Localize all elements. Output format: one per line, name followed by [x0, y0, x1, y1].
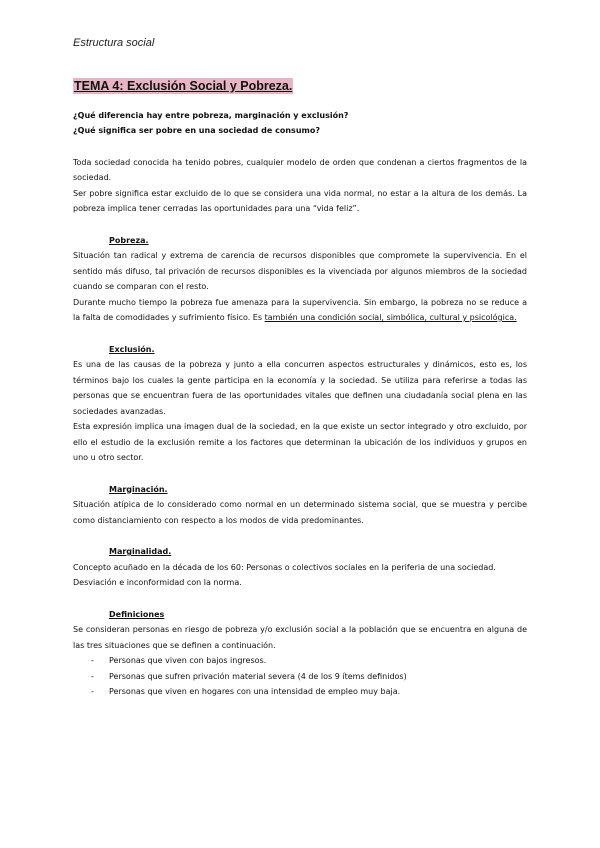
document-header: Estructura social	[73, 37, 155, 49]
marginalidad-paragraph-2: Desviación e inconformidad con la norma.	[73, 578, 242, 587]
pobreza-paragraph-2	[73, 295, 527, 326]
question-1: ¿Qué diferencia hay entre pobreza, marginación y exclusión?	[73, 110, 349, 120]
pobreza-paragraph-1: Situación tan radical y extrema de carencia de recursos disponibles que compromete la supervivencia. En el sentido más difuso, tal privación de recursos disponibles es la vivenciada por algunos miembros de la sociedad cuando se comparan con el resto.	[73, 251, 527, 291]
document-body	[73, 78, 527, 700]
title-wrap	[73, 78, 527, 96]
section-heading-marginacion: Marginación.	[109, 484, 168, 494]
definiciones-paragraph-1: Se consideran personas en riesgo de pobreza y/o exclusión social a la población que se encuentra en alguna de las tres situaciones que se definen a continuación.	[73, 625, 527, 650]
section-heading-marginalidad: Marginalidad.	[109, 547, 172, 556]
question-2: ¿Qué significa ser pobre en una sociedad de consumo?	[73, 126, 320, 135]
list-item: - Personas que sufren privación material severa (4 de los 9 ítems definidos)	[73, 669, 527, 685]
section-heading-definiciones: Definiciones	[109, 609, 165, 619]
marginalidad-paragraph-1: Concepto acuñado en la década de los 60: Personas o colectivos sociales en la periferia de una sociedad.	[73, 562, 496, 572]
intro-paragraph-2: Ser pobre significa estar excluido de lo que se considera una vida normal, no estar a la altura de los demás. La pobreza implica tener cerradas las oportunidades para una “vida feliz”.	[73, 188, 527, 213]
section-heading-pobreza: Pobreza.	[109, 235, 149, 245]
intro-paragraph-1: Toda sociedad conocida ha tenido pobres, cualquier modelo de orden que condenan a ciertos fragmentos de la sociedad.	[73, 157, 527, 182]
exclusion-paragraph-1: Es una de las causas de la pobreza y junto a ella concurren aspectos estructurales y dinámicos, esto es, los términos bajo los cuales la gente participa en la economía y la sociedad. Se utiliza para referirse a todas las personas que se encuentran fuera de las oportunidades vitales que definen una ciudadanía social plena en las sociedades avanzadas.	[73, 360, 527, 416]
list-item: - Personas que viven con bajos ingresos.	[73, 653, 527, 669]
section-heading-exclusion: Exclusión.	[109, 344, 155, 354]
page-title: TEMA 4: Exclusión Social y Pobreza.	[74, 79, 293, 93]
marginacion-paragraph-1: Situación atípica de lo considerado como normal en un determinado sistema social, que se muestra y percibe como distanciamiento con respecto a los modos de vida predominantes.	[73, 500, 527, 525]
exclusion-paragraph-2: Esta expresión implica una imagen dual de la sociedad, en la que existe un sector integrado y otro excluido, por ello el estudio de la exclusión remite a los factores que determinan la ubicación de los individuos y grupos en uno u otro sector.	[73, 422, 527, 462]
pobreza-underlined-text: también una condición social, simbólica, cultural y psicológica.	[264, 313, 517, 322]
definiciones-list	[73, 653, 527, 700]
pobreza-paragraph-2-text: Durante mucho tiempo la pobreza fue amenaza para la supervivencia. Sin embargo, la pobreza no se reduce a la falta de comodidades y sufrimiento físico. Es	[73, 297, 527, 322]
list-item: - Personas que viven en hogares con una intensidad de empleo muy baja.	[73, 684, 527, 700]
